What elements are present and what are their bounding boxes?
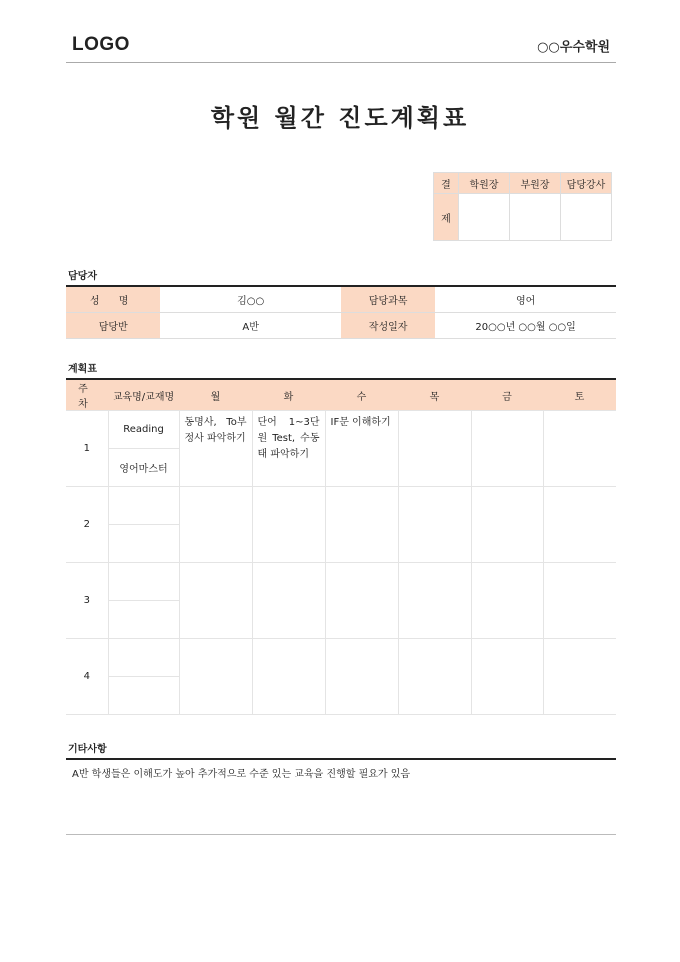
course-name — [108, 563, 179, 601]
day-plan-cell — [179, 487, 252, 563]
class-value: A반 — [160, 313, 341, 339]
header-wed: 수 — [325, 379, 398, 411]
textbook-name — [108, 677, 179, 715]
info-row — [66, 286, 616, 313]
day-plan-cell — [543, 639, 616, 715]
day-plan-cell — [325, 563, 398, 639]
table-row — [66, 563, 616, 601]
day-plan-cell — [398, 411, 471, 487]
table-row — [66, 411, 616, 449]
academy-name: ○○우수학원 — [537, 40, 610, 55]
logo: LOGO — [72, 34, 130, 55]
week-number: 3 — [66, 563, 108, 639]
header-divider — [66, 62, 616, 63]
day-plan-cell — [325, 487, 398, 563]
week-number: 2 — [66, 487, 108, 563]
day-plan-cell — [543, 411, 616, 487]
approval-sign-teacher[interactable] — [561, 194, 612, 241]
approval-sign-director[interactable] — [459, 194, 510, 241]
day-plan-cell — [398, 487, 471, 563]
name-label: 성 명 — [66, 286, 160, 313]
header-thu: 목 — [398, 379, 471, 411]
header-tue: 화 — [252, 379, 325, 411]
approval-header-vice-director: 부원장 — [510, 173, 561, 194]
course-name — [108, 487, 179, 525]
textbook-name: 영어마스터 — [108, 449, 179, 487]
week-number: 1 — [66, 411, 108, 487]
subject-value: 영어 — [435, 286, 616, 313]
approval-header-teacher: 담당강사 — [561, 173, 612, 194]
course-name: Reading — [108, 411, 179, 449]
header-sat: 토 — [543, 379, 616, 411]
day-plan-cell — [471, 411, 543, 487]
day-plan-cell: 동명사, To부정사 파악하기 — [179, 411, 252, 487]
header-fri: 금 — [471, 379, 543, 411]
day-plan-cell — [471, 639, 543, 715]
day-plan-cell: 단어 1~3단원 Test, 수동태 파악하기 — [252, 411, 325, 487]
approval-sign-vice-director[interactable] — [510, 194, 561, 241]
date-value: 20○○년 ○○월 ○○일 — [435, 313, 616, 339]
textbook-name — [108, 601, 179, 639]
notes-box — [66, 758, 616, 835]
table-row — [66, 487, 616, 525]
header-mon: 월 — [179, 379, 252, 411]
day-plan-cell — [543, 563, 616, 639]
day-plan-cell — [543, 487, 616, 563]
header-week: 주 차 — [66, 379, 108, 411]
day-plan-cell: IF문 이해하기 — [325, 411, 398, 487]
notes-section-label: 기타사항 — [68, 744, 107, 755]
day-plan-cell — [179, 639, 252, 715]
approval-side-label: 결 — [434, 173, 459, 194]
day-plan-cell — [398, 563, 471, 639]
day-plan-cell — [179, 563, 252, 639]
approval-header-director: 학원장 — [459, 173, 510, 194]
header-course: 교육명/교재명 — [108, 379, 179, 411]
teacher-info-table — [66, 285, 616, 339]
day-plan-cell — [252, 487, 325, 563]
date-label: 작성일자 — [341, 313, 435, 339]
page-title: 학원 월간 진도계획표 — [210, 104, 470, 132]
teacher-section-label: 담당자 — [68, 271, 97, 282]
subject-label: 담당과목 — [341, 286, 435, 313]
class-label: 담당반 — [66, 313, 160, 339]
textbook-name — [108, 525, 179, 563]
plan-table — [66, 378, 616, 715]
plan-header-row — [66, 379, 616, 411]
notes-text: A반 학생들은 이해도가 높아 추가적으로 수준 있는 교육을 진행할 필요가 있음 — [72, 769, 411, 780]
table-row — [66, 639, 616, 677]
plan-section-label: 계획표 — [68, 364, 97, 375]
week-number: 4 — [66, 639, 108, 715]
day-plan-cell — [325, 639, 398, 715]
day-plan-cell — [398, 639, 471, 715]
day-plan-cell — [252, 563, 325, 639]
name-value: 김○○ — [160, 286, 341, 313]
approval-box — [433, 172, 612, 241]
info-row — [66, 313, 616, 339]
day-plan-cell — [252, 639, 325, 715]
approval-side-label: 제 — [434, 194, 459, 241]
course-name — [108, 639, 179, 677]
day-plan-cell — [471, 487, 543, 563]
day-plan-cell — [471, 563, 543, 639]
